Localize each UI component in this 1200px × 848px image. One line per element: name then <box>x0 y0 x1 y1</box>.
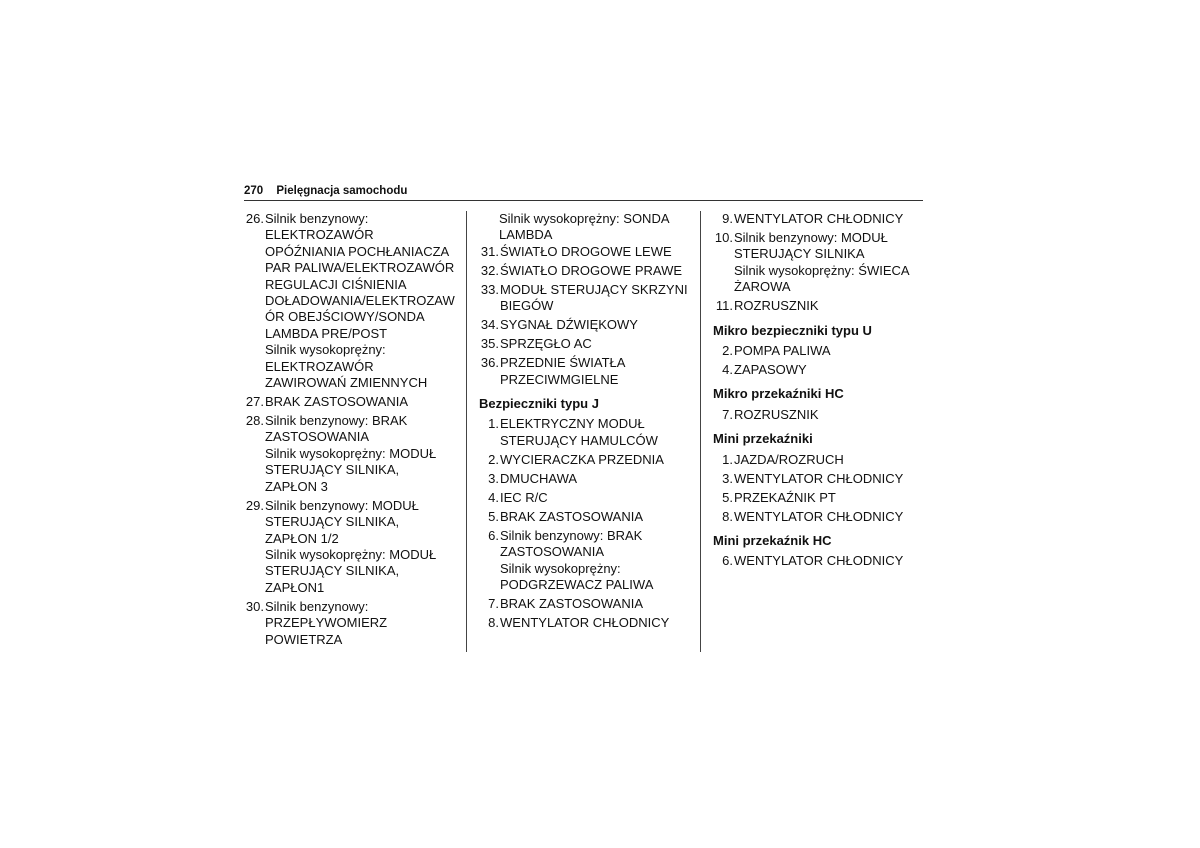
item-text <box>499 615 669 631</box>
item-number: 3. <box>488 470 499 486</box>
list-item <box>713 343 923 359</box>
list-item <box>479 263 693 279</box>
item-line: STERUJĄCY SILNIKA, <box>265 462 400 478</box>
item-text <box>733 407 819 423</box>
item-line: ZAPŁON 3 <box>265 478 328 494</box>
item-text <box>733 490 836 506</box>
item-number: 32. <box>480 262 499 278</box>
item-text <box>499 263 682 279</box>
list-item <box>479 244 693 260</box>
list-item <box>479 336 693 352</box>
header-rule <box>244 200 923 201</box>
list-item <box>713 298 923 314</box>
item-number: 3. <box>722 470 733 486</box>
column-divider-2 <box>700 211 701 652</box>
section-list <box>713 407 923 423</box>
item-line: PRZECIWMGIELNE <box>500 371 619 387</box>
list-item <box>713 509 923 525</box>
page-header <box>244 184 407 198</box>
item-number: 27. <box>245 394 264 410</box>
item-text <box>733 230 910 296</box>
fuse-list-j <box>479 416 693 631</box>
page-number: 270 <box>244 185 264 197</box>
continuation-line: Silnik wysokoprężny: SONDA <box>499 211 670 226</box>
list-item <box>244 498 458 596</box>
item-line: STERUJĄCY SILNIKA, <box>265 563 400 579</box>
item-line: ROZRUSZNIK <box>734 406 819 422</box>
item-line: Silnik wysokoprężny: MODUŁ <box>265 445 437 461</box>
list-item <box>713 490 923 506</box>
item-text <box>733 471 903 487</box>
continuation-text <box>479 211 693 244</box>
item-line: Silnik benzynowy: <box>265 211 369 226</box>
list-item <box>479 509 693 525</box>
item-line: Silnik wysokoprężny: <box>265 342 386 358</box>
item-line: DOŁADOWANIA/ELEKTROZAW <box>265 293 455 309</box>
item-number: 29. <box>245 497 264 513</box>
item-line: ELEKTRYCZNY MODUŁ <box>500 416 645 432</box>
section-heading: Mini przekaźnik HC <box>713 533 832 549</box>
item-line: Silnik benzynowy: BRAK <box>265 413 408 429</box>
item-number: 1. <box>722 451 733 467</box>
list-item <box>713 452 923 468</box>
list-item <box>713 471 923 487</box>
item-number: 9. <box>722 211 733 226</box>
item-text <box>264 498 436 596</box>
item-line: Silnik benzynowy: MODUŁ <box>265 497 419 513</box>
item-number: 8. <box>488 615 499 631</box>
column-3 <box>713 211 923 572</box>
item-line: MODUŁ STERUJĄCY SKRZYNI <box>500 281 688 297</box>
item-line: STERUJĄCY SILNIKA, <box>265 514 400 530</box>
item-line: Silnik benzynowy: <box>265 598 369 614</box>
continuation-line: LAMBDA <box>499 227 553 243</box>
item-line: WENTYLATOR CHŁODNICY <box>734 470 904 486</box>
item-text <box>499 471 577 487</box>
list-item <box>713 553 923 569</box>
item-line: BRAK ZASTOSOWANIA <box>500 508 644 524</box>
item-number: 2. <box>488 451 499 467</box>
item-text <box>499 282 688 315</box>
fuse-list <box>713 211 923 315</box>
item-line: POMPA PALIWA <box>734 343 831 359</box>
item-line: SYGNAŁ DŹWIĘKOWY <box>500 317 638 333</box>
item-line: Silnik benzynowy: MODUŁ <box>734 230 888 245</box>
item-line: ZASTOSOWANIA <box>265 429 370 445</box>
section-heading: Bezpieczniki typu J <box>479 396 599 412</box>
item-text <box>499 244 672 260</box>
item-line: Silnik wysokoprężny: MODUŁ <box>265 546 437 562</box>
item-number: 7. <box>722 406 733 422</box>
section-heading: Mini przekaźniki <box>713 431 813 447</box>
item-number: 4. <box>488 489 499 505</box>
list-item <box>713 211 923 227</box>
fuse-list <box>479 244 693 388</box>
item-line: ELEKTROZAWÓR <box>265 358 374 374</box>
section-heading: Mikro przekaźniki HC <box>713 386 844 402</box>
section-list <box>713 553 923 569</box>
item-line: BRAK ZASTOSOWANIA <box>500 596 644 612</box>
item-number: 35. <box>480 336 499 352</box>
item-line: OPÓŹNIANIA POCHŁANIACZA <box>265 243 450 259</box>
item-number: 33. <box>480 281 499 297</box>
item-line: LAMBDA PRE/POST <box>265 325 388 341</box>
item-text <box>264 413 436 495</box>
item-number: 31. <box>480 243 499 259</box>
list-item <box>479 416 693 449</box>
item-line: PAR PALIWA/ELEKTROZAWÓR <box>265 260 455 276</box>
item-text <box>499 355 625 388</box>
item-line: ŚWIATŁO DROGOWE LEWE <box>500 243 672 259</box>
item-number: 30. <box>245 598 264 614</box>
item-line: JAZDA/ROZRUCH <box>734 451 844 467</box>
list-item <box>479 317 693 333</box>
list-item <box>479 355 693 388</box>
item-line: WENTYLATOR CHŁODNICY <box>734 211 904 226</box>
item-line: ŻAROWA <box>734 279 791 295</box>
list-item <box>479 471 693 487</box>
item-number: 28. <box>245 413 264 429</box>
item-text <box>733 509 903 525</box>
item-text <box>499 452 664 468</box>
list-item <box>713 230 923 296</box>
item-line: PRZEPŁYWOMIERZ <box>265 615 388 631</box>
item-line: ÓR OBEJŚCIOWY/SONDA <box>265 309 425 325</box>
item-line: SPRZĘGŁO AC <box>500 336 592 352</box>
item-line: WENTYLATOR CHŁODNICY <box>734 553 904 569</box>
item-text <box>499 416 658 449</box>
list-item <box>479 282 693 315</box>
item-line: ZAPŁON 1/2 <box>265 530 339 546</box>
column-divider-1 <box>466 211 467 652</box>
item-line: WENTYLATOR CHŁODNICY <box>500 615 670 631</box>
item-text <box>733 298 819 314</box>
column-2 <box>479 211 693 634</box>
item-line: ROZRUSZNIK <box>734 298 819 314</box>
item-number: 1. <box>488 416 499 432</box>
item-number: 6. <box>722 553 733 569</box>
item-number: 2. <box>722 343 733 359</box>
item-text <box>733 452 844 468</box>
item-line: WENTYLATOR CHŁODNICY <box>734 508 904 524</box>
item-line: ZAWIROWAŃ ZMIENNYCH <box>265 375 428 391</box>
item-number: 5. <box>722 489 733 505</box>
item-line: STERUJĄCY SILNIKA <box>734 246 865 262</box>
item-number: 6. <box>488 527 499 543</box>
item-number: 36. <box>480 355 499 371</box>
list-item <box>244 394 458 410</box>
item-line: ZASTOSOWANIA <box>500 544 605 560</box>
item-line: Silnik wysokoprężny: ŚWIECA <box>734 262 910 278</box>
item-line: PODGRZEWACZ PALIWA <box>500 577 654 593</box>
list-item <box>244 211 458 391</box>
section-list <box>713 343 923 378</box>
item-text <box>733 362 807 378</box>
item-line: PRZEDNIE ŚWIATŁA <box>500 355 626 371</box>
item-number: 5. <box>488 508 499 524</box>
item-text <box>264 211 455 391</box>
list-item <box>244 413 458 495</box>
list-item <box>479 528 693 594</box>
section-title: Pielęgnacja samochodu <box>276 185 408 197</box>
item-line: WYCIERACZKA PRZEDNIA <box>500 451 664 467</box>
list-item <box>244 599 458 648</box>
item-number: 34. <box>480 317 499 333</box>
item-line: Silnik wysokoprężny: <box>500 560 621 576</box>
item-text <box>499 490 548 506</box>
section-list <box>713 452 923 525</box>
item-number: 11. <box>715 298 733 314</box>
list-item <box>713 407 923 423</box>
section-heading: Mikro bezpieczniki typu U <box>713 322 872 338</box>
item-text <box>499 336 592 352</box>
item-line: STERUJĄCY HAMULCÓW <box>500 432 658 448</box>
item-line: Silnik benzynowy: BRAK <box>500 527 643 543</box>
list-item <box>479 452 693 468</box>
item-line: DMUCHAWA <box>500 470 578 486</box>
list-item <box>479 490 693 506</box>
item-line: BIEGÓW <box>500 298 554 314</box>
item-text <box>733 211 903 227</box>
item-text <box>499 509 643 525</box>
item-text <box>499 317 638 333</box>
item-number: 8. <box>722 508 733 524</box>
item-number: 7. <box>488 596 499 612</box>
item-text <box>733 553 903 569</box>
item-line: ŚWIATŁO DROGOWE PRAWE <box>500 262 683 278</box>
item-number: 10. <box>714 230 733 245</box>
item-line: ELEKTROZAWÓR <box>265 227 374 243</box>
item-line: POWIETRZA <box>265 631 343 647</box>
item-number: 4. <box>722 362 733 378</box>
item-text <box>499 596 643 612</box>
list-item <box>479 615 693 631</box>
item-line: ZAPŁON1 <box>265 579 325 595</box>
list-item <box>713 362 923 378</box>
item-text <box>499 528 653 594</box>
item-line: IEC R/C <box>500 489 548 505</box>
item-line: ZAPASOWY <box>734 362 807 378</box>
item-line: PRZEKAŹNIK PT <box>734 489 836 505</box>
item-number: 26. <box>245 211 264 226</box>
item-text <box>264 599 387 648</box>
item-line: BRAK ZASTOSOWANIA <box>265 394 409 410</box>
column-1 <box>244 211 458 651</box>
item-line: REGULACJI CIŚNIENIA <box>265 276 407 292</box>
item-text <box>264 394 408 410</box>
list-item <box>479 596 693 612</box>
item-text <box>733 343 831 359</box>
